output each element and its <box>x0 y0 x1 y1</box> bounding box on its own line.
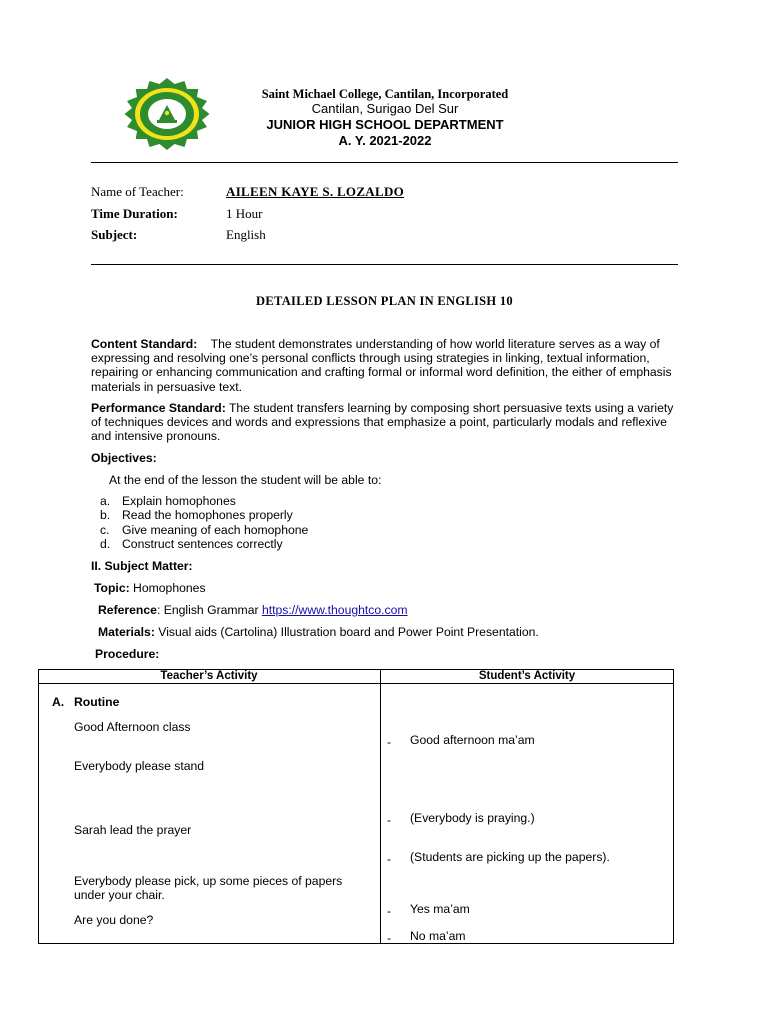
materials-row <box>98 625 539 639</box>
subject-matter-label: II. Subject Matter: <box>91 559 193 573</box>
dash-marker: - <box>387 904 392 918</box>
section-title: Routine <box>74 695 120 709</box>
materials-value: Visual aids (Cartolina) Illustration board and Power Point Presentation. <box>158 625 539 639</box>
list-item-text: Give meaning of each homophone <box>122 522 309 537</box>
col-header-teacher: Teacher’s Activity <box>160 670 258 682</box>
list-item <box>100 537 308 551</box>
activity-table <box>38 669 674 944</box>
content-standard-label: Content Standard: <box>91 337 198 351</box>
list-marker: d. <box>100 536 111 551</box>
info-divider <box>91 264 678 265</box>
objectives-list <box>100 494 308 551</box>
teacher-line: Everybody please pick, up some pieces of papers under your chair. <box>74 874 343 902</box>
reference-value: : English Grammar <box>156 603 262 617</box>
list-marker: a. <box>100 494 111 508</box>
reference-link[interactable]: https://www.thoughtco.com <box>261 603 408 617</box>
teacher-line: Good Afternoon class <box>74 720 191 734</box>
school-seal-logo <box>122 78 212 150</box>
school-name: Saint Michael College, Cantilan, Incorporated <box>261 87 509 101</box>
table-column-divider <box>380 669 381 944</box>
teacher-line: Sarah lead the prayer <box>74 823 192 837</box>
duration-value: 1 Hour <box>226 206 263 221</box>
table-header-divider <box>38 683 674 684</box>
dash-marker: - <box>387 931 392 945</box>
duration-label: Time Duration: <box>91 206 178 221</box>
reference-row <box>98 603 408 617</box>
student-line: Good afternoon ma’am <box>410 733 535 747</box>
objectives-label: Objectives: <box>91 451 157 465</box>
list-item <box>100 508 308 522</box>
list-marker: c. <box>100 522 110 537</box>
teacher-name: AILEEN KAYE S. LOZALDO <box>226 184 405 199</box>
reference-label: Reference <box>98 603 157 617</box>
list-marker: b. <box>100 508 111 523</box>
col-header-student: Student’s Activity <box>478 670 576 682</box>
topic-row <box>94 581 206 595</box>
list-item <box>100 523 308 537</box>
list-item-text: Construct sentences correctly <box>122 536 283 551</box>
student-line: No ma’am <box>410 929 466 943</box>
list-item-text: Explain homophones <box>122 494 236 508</box>
list-item <box>100 494 308 508</box>
teacher-label: Name of Teacher: <box>91 184 184 199</box>
department-name: JUNIOR HIGH SCHOOL DEPARTMENT <box>266 117 504 132</box>
teacher-line: Are you done? <box>74 913 154 927</box>
performance-standard <box>91 401 681 444</box>
section-marker: A. <box>52 695 65 709</box>
materials-label: Materials: <box>98 625 155 639</box>
dash-marker: - <box>387 813 392 827</box>
school-location: Cantilan, Surigao Del Sur <box>311 101 459 116</box>
subject-value: English <box>226 227 266 242</box>
topic-label: Topic: <box>94 581 130 595</box>
content-standard <box>91 337 681 394</box>
lesson-plan-title: DETAILED LESSON PLAN IN ENGLISH 10 <box>256 294 513 308</box>
objectives-intro: At the end of the lesson the student will be able to: <box>109 473 382 487</box>
subject-label: Subject: <box>91 227 138 242</box>
student-line: (Students are picking up the papers). <box>410 850 610 864</box>
performance-standard-text: The student transfers learning by composing short persuasive texts using a variety of techniques devices and words and expressions that emphasize a point, particularly modals and reflexive and intensive pronouns. <box>91 401 674 444</box>
dash-marker: - <box>387 735 392 749</box>
dash-marker: - <box>387 852 392 866</box>
performance-standard-label: Performance Standard: <box>91 401 226 415</box>
teacher-line: Everybody please stand <box>74 759 205 773</box>
topic-value: Homophones <box>133 581 206 595</box>
content-standard-text: The student demonstrates understanding of how world literature serves as a way of expressing and resolving one’s personal conflicts through using strategies in linking, textual information, repairing or enhancing communication and crafting formal or informal word definition, the either of emphasis materials in persuasive text. <box>91 337 672 394</box>
academic-year: A. Y. 2021-2022 <box>338 133 432 148</box>
header-divider <box>91 162 678 163</box>
student-line: (Everybody is praying.) <box>410 811 535 825</box>
list-item-text: Read the homophones properly <box>122 508 293 523</box>
procedure-label: Procedure: <box>95 647 160 661</box>
student-line: Yes ma’am <box>410 902 470 916</box>
